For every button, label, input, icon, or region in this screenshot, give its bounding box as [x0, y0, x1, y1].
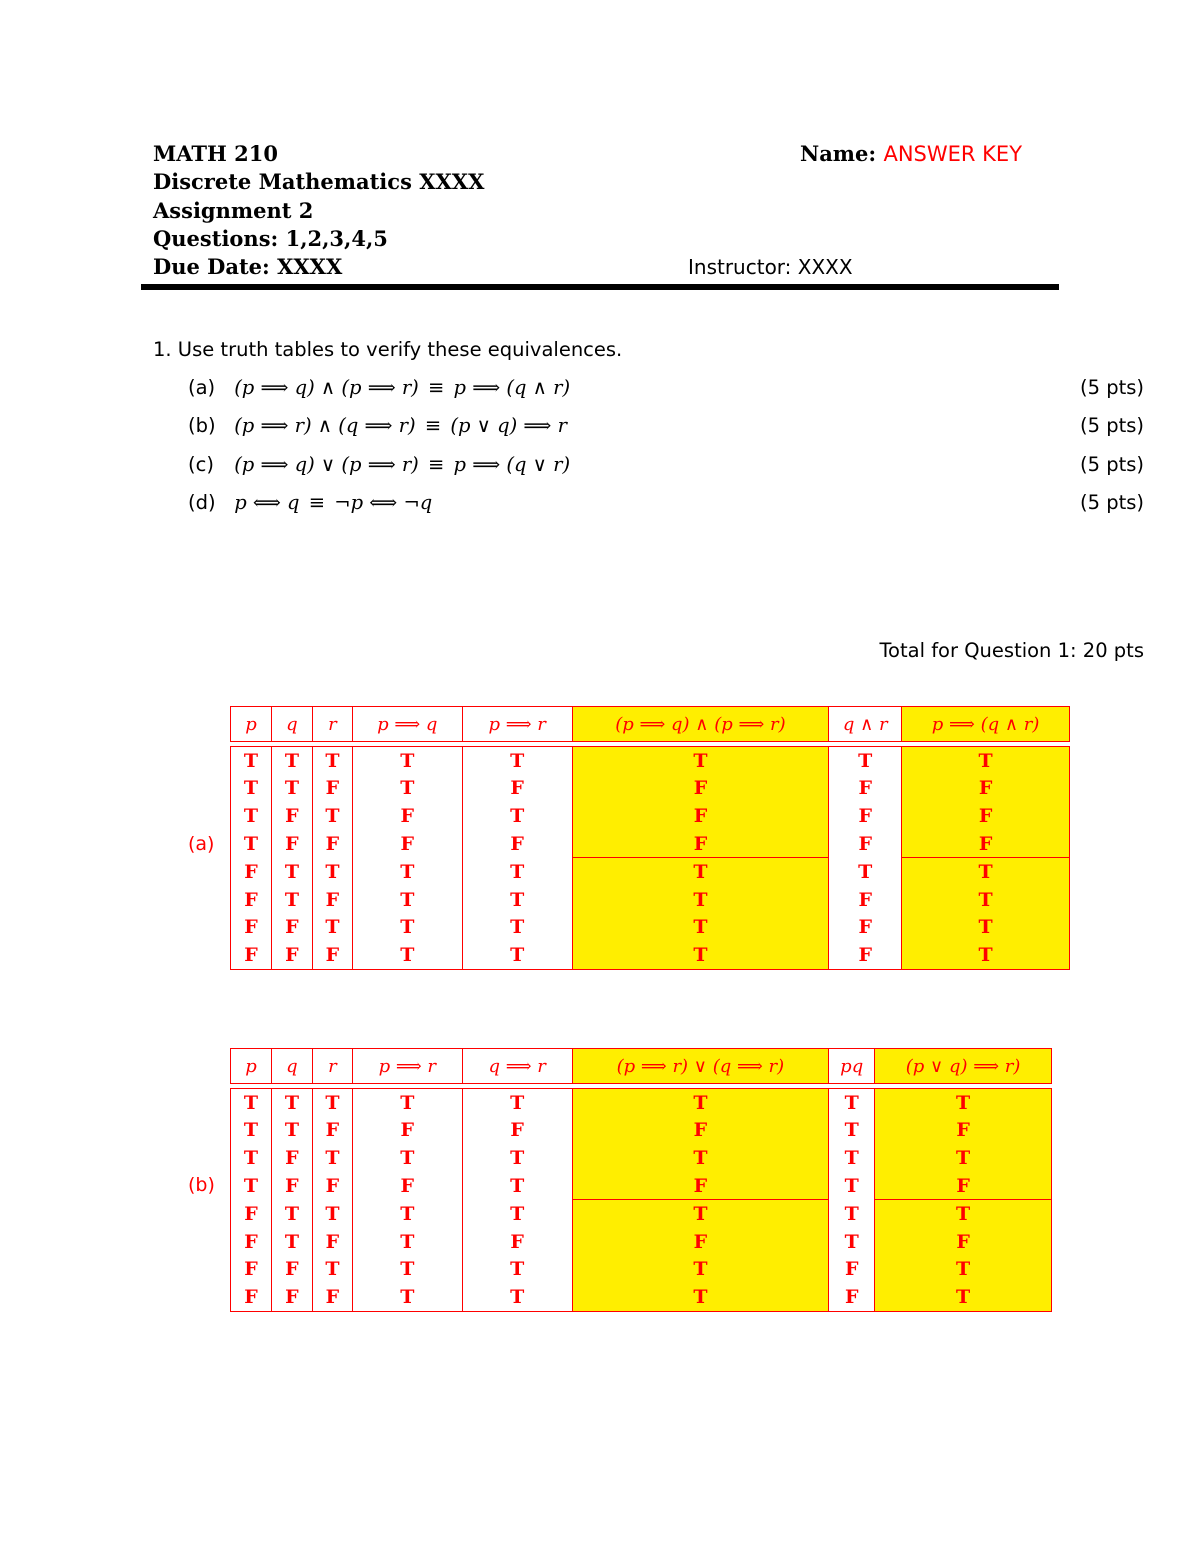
table-header-cell: q ⟹ r	[462, 1049, 572, 1084]
table-cell: T	[875, 1144, 1052, 1172]
table-row	[231, 1200, 1052, 1228]
table-cell: F	[231, 941, 272, 969]
question-1-total: Total for Question 1: 20 pts	[879, 639, 1144, 662]
table-header-cell: p ⟹ r	[352, 1049, 462, 1084]
instructor: Instructor: XXXX	[688, 255, 853, 279]
table-cell: T	[231, 747, 272, 775]
part-d-points: (5 pts)	[1079, 491, 1144, 514]
part-lhs: (p ⟹ q) ∧ (p ⟹ r)	[234, 376, 419, 399]
table-cell: F	[829, 914, 902, 942]
table-cell: F	[271, 1256, 312, 1284]
question-part-d	[188, 491, 432, 514]
table-cell: T	[352, 1200, 462, 1228]
table-cell: F	[875, 1172, 1052, 1200]
table-cell: T	[231, 802, 272, 830]
table-row	[231, 802, 1070, 830]
header-rule	[141, 284, 1059, 290]
table-cell: T	[829, 1172, 875, 1200]
table-cell: T	[231, 1144, 272, 1172]
table-cell: F	[312, 1283, 352, 1311]
equiv-symbol: ≡	[427, 453, 445, 476]
table-cell: T	[902, 858, 1070, 886]
table-cell: T	[572, 1089, 829, 1117]
table-cell: F	[462, 830, 572, 858]
table-row	[231, 1117, 1052, 1145]
table-row	[231, 858, 1070, 886]
table-row	[231, 914, 1070, 942]
table-cell: T	[352, 914, 462, 942]
table-cell: T	[312, 1256, 352, 1284]
table-cell: F	[829, 830, 902, 858]
table-header-cell: (p ⟹ r) ∨ (q ⟹ r)	[572, 1049, 829, 1084]
table-cell: F	[231, 1256, 272, 1284]
table-cell: F	[829, 886, 902, 914]
table-cell: F	[352, 830, 462, 858]
equiv-symbol: ≡	[424, 414, 442, 437]
table-cell: T	[829, 1228, 875, 1256]
table-cell: F	[312, 886, 352, 914]
table-cell: T	[271, 886, 312, 914]
table-cell: T	[462, 1144, 572, 1172]
table-cell: T	[829, 1089, 875, 1117]
table-cell: T	[312, 1089, 352, 1117]
table-cell: F	[902, 775, 1070, 803]
table-cell: T	[572, 858, 829, 886]
table-header-cell: (p ⟹ q) ∧ (p ⟹ r)	[572, 707, 829, 742]
table-cell: T	[875, 1200, 1052, 1228]
table-cell: F	[572, 802, 829, 830]
table-cell: T	[572, 1200, 829, 1228]
table-cell: F	[352, 1117, 462, 1145]
table-cell: F	[271, 1144, 312, 1172]
equiv-symbol: ≡	[308, 491, 326, 514]
table-cell: T	[312, 802, 352, 830]
table-cell: F	[352, 1172, 462, 1200]
table-cell: F	[312, 830, 352, 858]
part-label: (a)	[188, 376, 216, 399]
table-cell: F	[829, 1283, 875, 1311]
part-rhs: ¬p ⟺ ¬q	[334, 491, 433, 514]
table-cell: F	[231, 1283, 272, 1311]
table-row	[231, 1089, 1052, 1117]
table-cell: T	[572, 1256, 829, 1284]
table-row	[231, 1172, 1052, 1200]
due-date: Due Date: XXXX	[153, 254, 343, 280]
table-cell: T	[829, 1117, 875, 1145]
table-header-cell: q ∧ r	[829, 707, 902, 742]
table-row	[231, 1283, 1052, 1311]
table-cell: T	[902, 914, 1070, 942]
table-header-cell: p	[231, 1049, 272, 1084]
table-cell: F	[875, 1228, 1052, 1256]
table-cell: T	[462, 802, 572, 830]
table-cell: F	[271, 1172, 312, 1200]
table-cell: F	[829, 802, 902, 830]
part-rhs: (p ∨ q) ⟹ r	[450, 414, 567, 437]
table-cell: F	[271, 802, 312, 830]
table-cell: F	[572, 1172, 829, 1200]
table-cell: T	[271, 775, 312, 803]
table-cell: T	[352, 747, 462, 775]
table-cell: T	[352, 1283, 462, 1311]
table-header-cell: (p ∨ q) ⟹ r)	[875, 1049, 1052, 1084]
table-cell: T	[829, 858, 902, 886]
table-cell: F	[271, 1283, 312, 1311]
table-cell: T	[572, 941, 829, 969]
part-rhs: p ⟹ (q ∨ r)	[453, 453, 571, 476]
table-cell: T	[271, 858, 312, 886]
table-cell: F	[572, 1228, 829, 1256]
table-cell: T	[829, 747, 902, 775]
table-header-cell: r	[312, 707, 352, 742]
table-header-cell: p ⟹ q	[352, 707, 462, 742]
question-1-prompt: 1. Use truth tables to verify these equivalences.	[153, 338, 623, 361]
part-label: (d)	[188, 491, 216, 514]
table-header-cell: q	[271, 707, 312, 742]
table-cell: T	[352, 1144, 462, 1172]
table-cell: F	[312, 1172, 352, 1200]
table-cell: T	[231, 1172, 272, 1200]
part-a-points: (5 pts)	[1079, 376, 1144, 399]
course-name: Discrete Mathematics XXXX	[153, 169, 485, 195]
table-cell: T	[572, 1283, 829, 1311]
table-a-label: (a)	[188, 833, 215, 855]
table-row	[231, 830, 1070, 858]
table-row	[231, 1144, 1052, 1172]
table-header-cell: p ⟹ (q ∧ r)	[902, 707, 1070, 742]
table-cell: T	[312, 747, 352, 775]
table-cell: T	[572, 747, 829, 775]
table-cell: F	[231, 914, 272, 942]
table-cell: T	[875, 1256, 1052, 1284]
table-cell: T	[462, 1283, 572, 1311]
table-cell: T	[572, 1144, 829, 1172]
table-cell: T	[462, 1172, 572, 1200]
table-row	[231, 886, 1070, 914]
table-cell: F	[312, 775, 352, 803]
table-header-cell: p ⟹ r	[462, 707, 572, 742]
name-field	[800, 140, 1022, 168]
table-row	[231, 1256, 1052, 1284]
table-cell: T	[462, 886, 572, 914]
table-cell: F	[462, 1117, 572, 1145]
table-row	[231, 775, 1070, 803]
course-code: MATH 210	[153, 141, 279, 166]
table-cell: F	[829, 775, 902, 803]
table-cell: T	[462, 1256, 572, 1284]
table-cell: T	[829, 1144, 875, 1172]
table-cell: T	[352, 941, 462, 969]
table-cell: T	[829, 1200, 875, 1228]
table-cell: F	[312, 1117, 352, 1145]
table-cell: F	[875, 1117, 1052, 1145]
part-label: (c)	[188, 453, 214, 476]
table-cell: T	[352, 775, 462, 803]
table-cell: T	[462, 1089, 572, 1117]
table-cell: T	[902, 747, 1070, 775]
table-cell: T	[902, 941, 1070, 969]
table-cell: T	[462, 747, 572, 775]
table-cell: F	[312, 941, 352, 969]
table-cell: T	[312, 914, 352, 942]
part-lhs: (p ⟹ r) ∧ (q ⟹ r)	[234, 414, 416, 437]
table-cell: F	[902, 830, 1070, 858]
table-header-cell: r	[312, 1049, 352, 1084]
table-header-cell: pq	[829, 1049, 875, 1084]
table-cell: F	[231, 858, 272, 886]
table-cell: T	[312, 1144, 352, 1172]
table-row	[231, 747, 1070, 775]
part-label: (b)	[188, 414, 216, 437]
table-cell: F	[271, 941, 312, 969]
table-cell: F	[462, 775, 572, 803]
questions-list: Questions: 1,2,3,4,5	[153, 225, 388, 251]
truth-table-a	[230, 706, 1070, 970]
table-cell: T	[572, 914, 829, 942]
table-b-label: (b)	[188, 1174, 215, 1196]
part-lhs: p ⟺ q	[234, 491, 300, 514]
table-cell: F	[312, 1228, 352, 1256]
part-lhs: (p ⟹ q) ∨ (p ⟹ r)	[234, 453, 419, 476]
table-cell: T	[572, 886, 829, 914]
table-cell: T	[231, 775, 272, 803]
table-cell: F	[231, 1228, 272, 1256]
table-cell: T	[271, 1117, 312, 1145]
table-cell: T	[462, 1200, 572, 1228]
table-cell: F	[271, 830, 312, 858]
table-cell: F	[829, 941, 902, 969]
table-cell: T	[462, 858, 572, 886]
table-cell: T	[352, 1089, 462, 1117]
table-cell: F	[902, 802, 1070, 830]
table-cell: F	[352, 802, 462, 830]
table-cell: T	[352, 1256, 462, 1284]
table-cell: T	[352, 858, 462, 886]
table-cell: T	[875, 1283, 1052, 1311]
table-cell: T	[352, 886, 462, 914]
question-part-c	[188, 453, 570, 476]
table-cell: T	[352, 1228, 462, 1256]
table-cell: T	[462, 941, 572, 969]
truth-table-b	[230, 1048, 1052, 1312]
table-header-cell: p	[231, 707, 272, 742]
table-cell: F	[572, 775, 829, 803]
table-cell: F	[572, 1117, 829, 1145]
table-cell: T	[231, 1117, 272, 1145]
part-b-points: (5 pts)	[1079, 414, 1144, 437]
table-cell: T	[271, 747, 312, 775]
part-rhs: p ⟹ (q ∧ r)	[453, 376, 571, 399]
table-cell: T	[271, 1228, 312, 1256]
table-cell: F	[231, 1200, 272, 1228]
table-cell: T	[312, 1200, 352, 1228]
table-cell: F	[829, 1256, 875, 1284]
table-cell: T	[902, 886, 1070, 914]
table-row	[231, 941, 1070, 969]
equiv-symbol: ≡	[427, 376, 445, 399]
table-cell: T	[231, 1089, 272, 1117]
table-cell: F	[462, 1228, 572, 1256]
table-cell: T	[231, 830, 272, 858]
table-cell: F	[271, 914, 312, 942]
name-label: Name:	[800, 141, 877, 166]
assignment-title: Assignment 2	[153, 197, 314, 223]
name-value: ANSWER KEY	[883, 142, 1023, 166]
question-part-b	[188, 414, 567, 437]
table-cell: T	[271, 1200, 312, 1228]
table-row	[231, 1228, 1052, 1256]
table-cell: T	[875, 1089, 1052, 1117]
table-cell: T	[271, 1089, 312, 1117]
question-part-a	[188, 376, 570, 399]
part-c-points: (5 pts)	[1079, 453, 1144, 476]
table-header-cell: q	[271, 1049, 312, 1084]
table-cell: F	[572, 830, 829, 858]
table-cell: F	[231, 886, 272, 914]
table-cell: T	[312, 858, 352, 886]
table-cell: T	[462, 914, 572, 942]
